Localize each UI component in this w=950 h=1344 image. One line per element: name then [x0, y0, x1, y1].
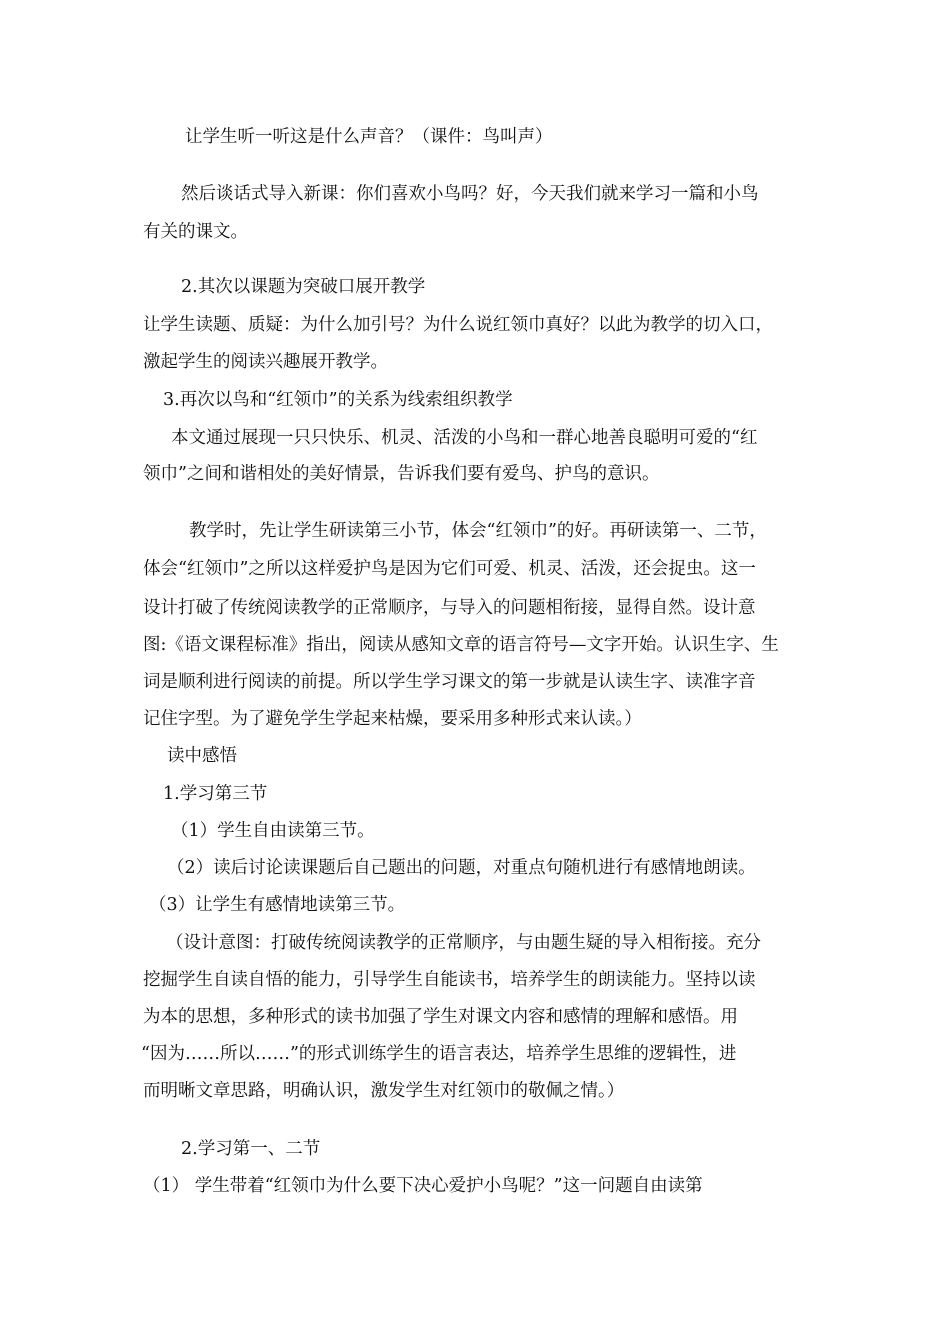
sound-prompt: 让学生听一听这是什么声音？（课件：鸟叫声）: [185, 127, 553, 147]
section2-title: 2.学习第一、二节: [181, 1139, 321, 1159]
teaching-note-line-4: 图:《语文课程标准》指出，阅读从感知文章的语言符号—文字开始。认识生字、生: [143, 635, 779, 655]
section1-item-3: （3）让学生有感情地读第三节。: [149, 895, 406, 915]
design-intent-line-3: 为本的思想，多种形式的读书加强了学生对课文内容和感情的理解和感悟。用: [143, 1007, 738, 1027]
step2-body-line-2: 激起学生的阅读兴趣展开教学。: [143, 352, 388, 372]
reading-heading: 读中感悟: [167, 746, 237, 766]
step3-body-line-1: 本文通过展现一只只快乐、机灵、活泼的小鸟和一群心地善良聪明可爱的“红: [171, 428, 758, 448]
section1-title: 1.学习第三节: [163, 784, 268, 804]
design-intent-line-5: 而明晰文章思路，明确认识，激发学生对红领巾的敬佩之情。）: [143, 1081, 625, 1101]
step2-heading: 2.其次以课题为突破口展开教学: [181, 277, 426, 297]
section1-item-2: （2）读后讨论读课题后自己题出的问题，对重点句随机进行有感情地朗读。: [167, 858, 756, 878]
section2-item-1: （1） 学生带着“红领巾为什么要下决心爱护小鸟呢？”这一问题自由读第: [143, 1176, 703, 1196]
step3-heading: 3.再次以鸟和“红领巾”的关系为线索组织教学: [163, 390, 513, 410]
teaching-note-line-1: 教学时，先让学生研读第三小节，体会“红领巾”的好。再研读第一、二节，: [189, 521, 767, 541]
design-intent-line-4: “因为……所以……”的形式训练学生的语言表达，培养学生思维的逻辑性，进: [141, 1044, 737, 1064]
teaching-note-line-2: 体会“红领巾”之所以这样爱护鸟是因为它们可爱、机灵、活泼，还会捉虫。这一: [143, 559, 756, 579]
lead-in-line-2: 有关的课文。: [143, 222, 248, 242]
step3-body-line-2: 领巾”之间和谐相处的美好情景，告诉我们要有爱鸟、护鸟的意识。: [143, 464, 660, 484]
design-intent-line-2: 挖掘学生自读自悟的能力，引导学生自能读书，培养学生的朗读能力。坚持以读: [143, 970, 756, 990]
design-intent-line-1: （设计意图：打破传统阅读教学的正常顺序，与由题生疑的导入相衔接。充分: [166, 933, 761, 953]
teaching-note-line-3: 设计打破了传统阅读教学的正常顺序，与导入的问题相衔接，显得自然。设计意: [143, 598, 756, 618]
teaching-note-line-6: 记住字型。为了避免学生学起来枯燥，要采用多种形式来认读。）: [143, 709, 642, 729]
teaching-note-line-5: 词是顺利进行阅读的前提。所以学生学习课文的第一步就是认读生字、读准字音: [143, 672, 756, 692]
lead-in-line-1: 然后谈话式导入新课：你们喜欢小鸟吗？好，今天我们就来学习一篇和小鸟: [181, 184, 759, 204]
section1-item-1: （1）学生自由读第三节。: [171, 821, 375, 841]
step2-body-line-1: 让学生读题、质疑：为什么加引号？为什么说红领巾真好？以此为教学的切入口，: [143, 315, 773, 335]
